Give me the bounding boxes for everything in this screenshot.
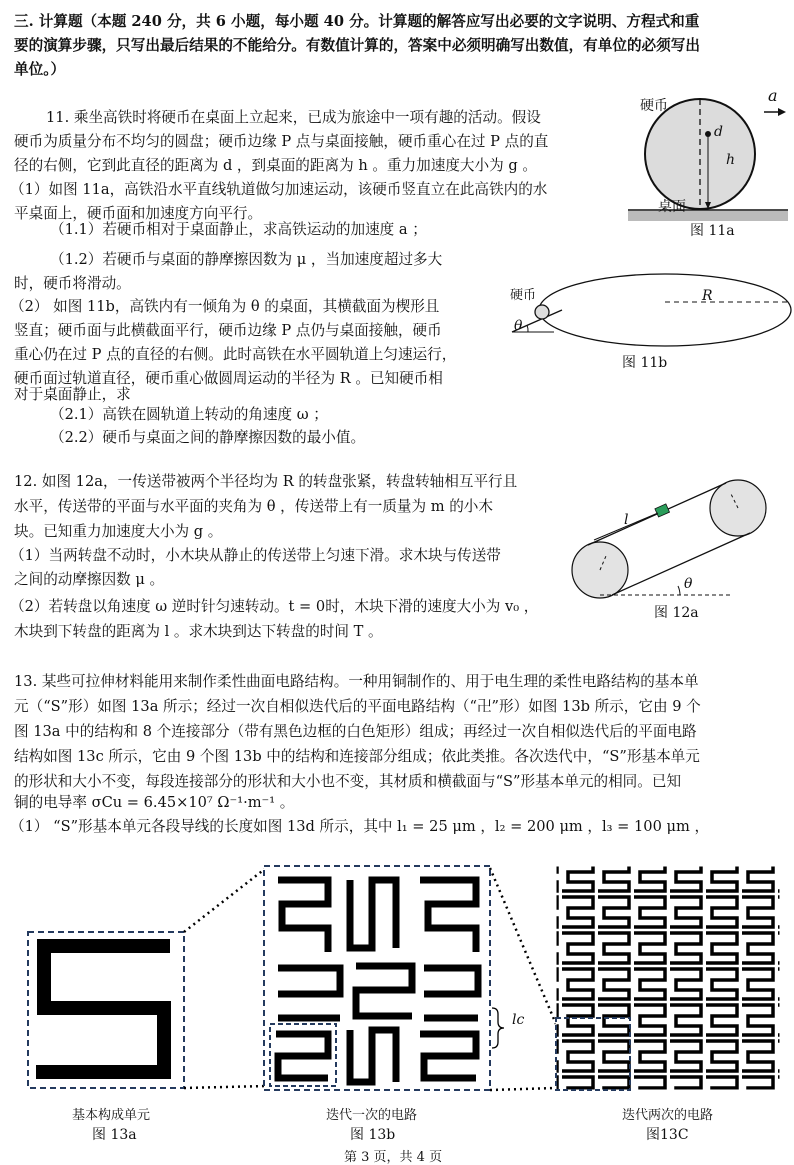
fig12a-theta-label: θ <box>684 576 693 592</box>
belt-bottom <box>612 533 750 595</box>
q11-line-14: （2.1）高铁在圆轨道上转动的角速度 ω ； <box>50 406 328 423</box>
q13-line-6: 铜的电导率 σCu = 6.45×10⁷ Ω⁻¹·m⁻¹ 。 <box>14 794 295 811</box>
q12-line-6: （2）若转盘以角速度 ω 逆时针匀速转动。t = 0时，木块下滑的速度大小为 v₀ ， <box>10 598 539 615</box>
q11-line-6: （1.1）若硬币相对于桌面静止，求高铁运动的加速度 a ； <box>50 221 427 238</box>
q12-line-3: 块。已知重力加速度大小为 g 。 <box>14 523 223 540</box>
fig11a-caption: 图 11a <box>690 223 735 239</box>
fig13a-label: 基本构成单元 <box>72 1108 151 1123</box>
fig13c-caption: 图13C <box>646 1127 689 1143</box>
section-header-line-3: 单位。） <box>14 61 66 78</box>
page-footer: 第 3 页，共 4 页 <box>344 1150 443 1165</box>
fig13b-lc-label: lc <box>512 1012 525 1028</box>
q12-line-5: 之间的动摩擦因数 μ 。 <box>14 571 165 588</box>
q13-line-5: 的形状和大小不变，每段连接部分的形状和大小也不变，其材质和横截面与“S”形基本单元的相同。已知 <box>14 773 682 790</box>
connector-a-bottom <box>184 1086 266 1088</box>
theta-arc <box>678 586 680 595</box>
q11-line-3: 径的右侧，它到此直径的距离为 d ，到桌面的距离为 h 。重力加速度大小为 g 。 <box>14 157 537 174</box>
fig13c-label: 迭代两次的电路 <box>622 1108 714 1123</box>
connector-a-top <box>184 868 266 932</box>
q11-line-13: 对于桌面静止，求 <box>14 386 131 403</box>
q11-line-10: 竖直；硬币面与此横截面平行，硬币边缘 P 点仍与桌面接触，硬币 <box>14 322 442 339</box>
section-header-line-1: 三. 计算题（本题 240 分，共 6 小题，每小题 40 分。计算题的解答应写出必要的文字说明、方程式和重 <box>14 13 700 30</box>
connector-b-bottom <box>490 1088 556 1090</box>
q11-line-15: （2.2）硬币与桌面之间的静摩擦因数的最小值。 <box>50 429 366 446</box>
q11-line-5: 平桌面上，硬币面和加速度方向平行。 <box>14 205 263 222</box>
q12-line-2: 水平，传送带的平面与水平面的夹角为 θ ，传送带上有一质量为 m 的小木 <box>14 498 493 515</box>
lc-brace <box>492 1008 504 1048</box>
wooden-block <box>655 504 670 517</box>
theta-arc <box>527 325 528 332</box>
q11-line-1: 11. 乘坐高铁时将硬币在桌面上立起来，已成为旅途中一项有趣的活动。假设 <box>46 109 541 126</box>
fig11a-table-label: 桌面 <box>658 199 686 215</box>
figure-13 <box>20 858 790 1094</box>
fig12a-l-label: l <box>624 512 629 528</box>
q13-line-4: 结构如图 13c 所示，它由 9 个图 13b 中的结构和连接部分组成；依此类推。各次迭代中，“S”形基本单元 <box>14 748 700 765</box>
q11-line-4: （1）如图 11a，高铁沿水平直线轨道做匀加速运动，该硬币竖直立在此高铁内的水 <box>10 181 548 198</box>
q12-line-7: 木块到下转盘的距离为 l 。求木块到达下转盘的时间 T 。 <box>14 623 383 640</box>
connector-b-top <box>490 868 556 1024</box>
q11-line-8: 时，硬币将滑动。 <box>14 275 131 292</box>
q11-line-11: 重心仍在过 P 点的直径的右侧。此时高铁在水平圆轨道上匀速运行， <box>14 346 457 363</box>
q11-line-12: 硬币面过轨道直径，硬币重心做圆周运动的半径为 R 。已知硬币相 <box>14 370 443 387</box>
fig13b-caption: 图 13b <box>350 1127 396 1143</box>
fig11b-coin-label: 硬币 <box>510 288 537 303</box>
figure-11b <box>508 272 792 356</box>
q11-line-9: （2） 如图 11b，高铁内有一倾角为 θ 的桌面，其横截面为楔形且 <box>10 298 440 315</box>
q11-line-2: 硬币为质量分布不均匀的圆盘；硬币边缘 P 点与桌面接触，硬币重心在过 P 点的直 <box>14 133 549 150</box>
q13-line-2: 元（“S”形）如图 13a 所示；经过一次自相似迭代后的平面电路结构（“卍”形）如图 13b 所示，它由 9 个 <box>14 698 701 715</box>
fig13c-maze <box>556 866 780 1090</box>
fig11a-d-label: d <box>714 124 723 140</box>
q12-line-4: （1）当两转盘不动时，小木块从静止的传送带上匀速下滑。求木块与传送带 <box>10 547 501 564</box>
fig11a-h-label: h <box>726 152 736 168</box>
coin-small <box>535 305 549 319</box>
fig11b-caption: 图 11b <box>622 355 668 371</box>
q12-line-1: 12. 如图 12a，一传送带被两个半径均为 R 的转盘张紧，转盘转轴相互平行且 <box>14 473 518 490</box>
fig12a-caption: 图 12a <box>654 605 699 621</box>
acceleration-arrow-head <box>778 108 786 116</box>
s-shape-unit <box>36 946 170 1072</box>
fig11b-theta-label: θ <box>514 318 523 334</box>
fig11a-coin-label: 硬币 <box>640 98 668 114</box>
fig11b-R-label: R <box>702 288 713 304</box>
fig13a-caption: 图 13a <box>92 1127 137 1143</box>
circular-track <box>539 274 791 346</box>
fig13b-label: 迭代一次的电路 <box>326 1108 418 1123</box>
section-header-line-2: 要的演算步骤，只写出最后结果的不能给分。有数值计算的，答案中必须明确写出数值，有单位的必须写出 <box>14 37 700 54</box>
q13-line-3: 图 13a 中的结构和 8 个连接部分（带有黑色边框的白色矩形）组成；再经过一次自相似迭代后的平面电路 <box>14 723 697 740</box>
q13-line-7: （1） “S”形基本单元各段导线的长度如图 13d 所示，其中 l₁ = 25 μm ，l₂ = 200 μm ，l₃ = 100 μm ， <box>10 818 710 835</box>
q11-line-7: （1.2）若硬币与桌面的静摩擦因数为 μ ，当加速度超过多大 <box>50 251 443 268</box>
q13-line-1: 13. 某些可拉伸材料能用来制作柔性曲面电路结构。一种用铜制作的、用于电生理的柔性电路结构的基本单 <box>14 673 699 690</box>
figure-12a <box>570 474 792 602</box>
fig11a-a-label: a <box>768 86 778 105</box>
